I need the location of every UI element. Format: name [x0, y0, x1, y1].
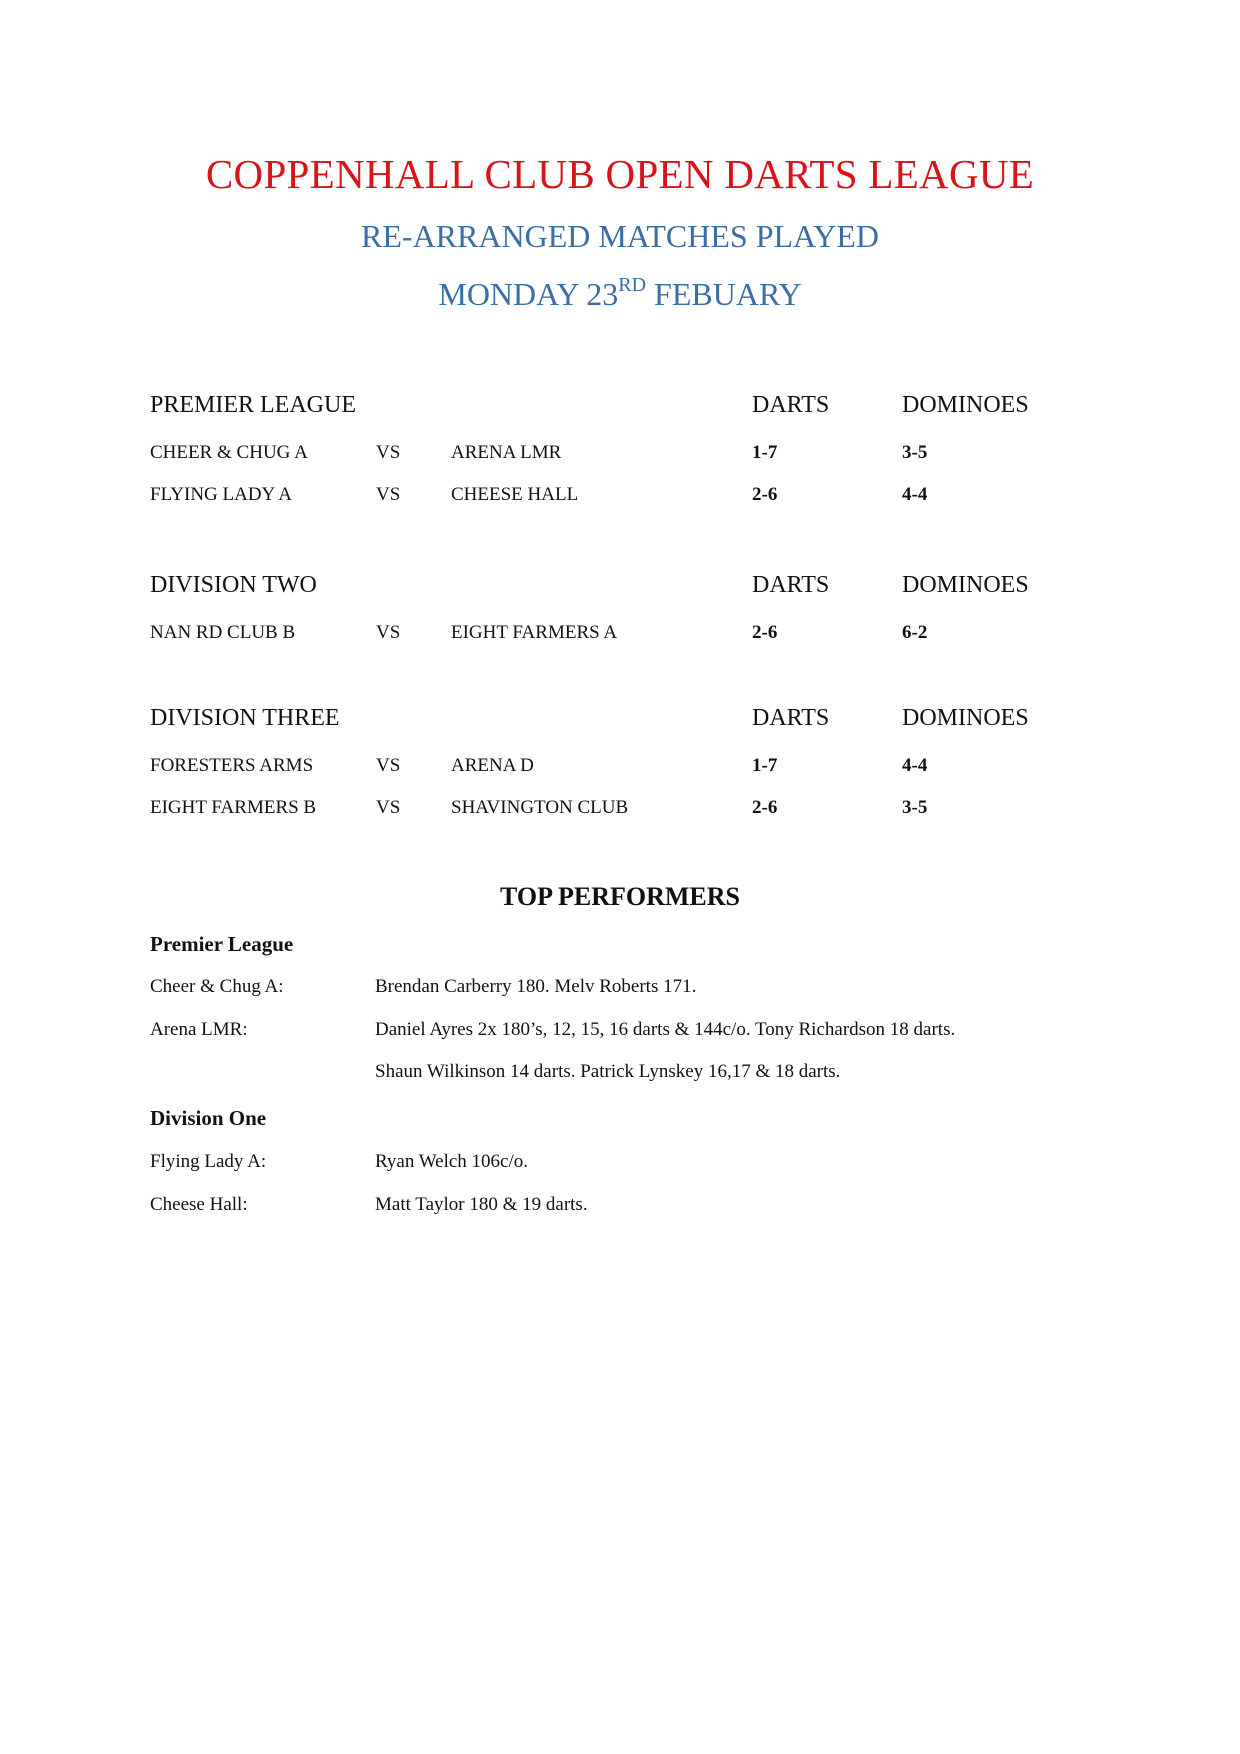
page-title: COPPENHALL CLUB OPEN DARTS LEAGUE	[205, 151, 1035, 197]
performer-team: Cheese Hall:	[150, 1194, 248, 1215]
section-header	[0, 392, 1240, 424]
darts-column-header: DARTS	[752, 392, 830, 418]
darts-score: 2-6	[752, 484, 778, 505]
section-header	[0, 705, 1240, 737]
performer-team: Cheer & Chug A:	[150, 976, 284, 997]
match-row	[0, 797, 1240, 823]
dominoes-score: 4-4	[902, 755, 928, 776]
versus-label: VS	[376, 442, 401, 463]
versus-label: VS	[376, 797, 401, 818]
performers-division-title: Premier League	[150, 932, 294, 956]
darts-column-header: DARTS	[752, 572, 830, 598]
dominoes-score: 3-5	[902, 442, 928, 463]
home-team: CHEER & CHUG A	[150, 442, 308, 463]
away-team: CHEESE HALL	[451, 484, 579, 505]
darts-score: 1-7	[752, 442, 778, 463]
performers-division-title: Division One	[150, 1106, 267, 1130]
date-month: FEBUARY	[646, 276, 802, 312]
dominoes-column-header: DOMINOES	[902, 392, 1029, 418]
performer-details: Matt Taylor 180 & 19 darts.	[375, 1194, 588, 1215]
section-title: PREMIER LEAGUE	[150, 392, 356, 418]
section-title: DIVISION THREE	[150, 705, 340, 731]
versus-label: VS	[376, 622, 401, 643]
match-row	[0, 442, 1240, 468]
versus-label: VS	[376, 484, 401, 505]
darts-column-header: DARTS	[752, 705, 830, 731]
match-row	[0, 755, 1240, 781]
darts-score: 1-7	[752, 755, 778, 776]
section-title: DIVISION TWO	[150, 572, 317, 598]
top-performers-title: TOP PERFORMERS	[499, 882, 741, 911]
performer-team: Arena LMR:	[150, 1019, 248, 1040]
performer-details: Daniel Ayres 2x 180’s, 12, 15, 16 darts & 144c/o. Tony Richardson 18 darts.	[375, 1019, 956, 1040]
date-prefix: MONDAY 23	[438, 276, 619, 312]
page-subtitle: RE-ARRANGED MATCHES PLAYED	[361, 218, 879, 254]
match-row	[0, 484, 1240, 510]
darts-score: 2-6	[752, 797, 778, 818]
performer-team: Flying Lady A:	[150, 1151, 267, 1172]
match-date	[0, 276, 1240, 313]
away-team: ARENA D	[451, 755, 534, 776]
match-row	[0, 622, 1240, 648]
versus-label: VS	[376, 755, 401, 776]
performer-details: Brendan Carberry 180. Melv Roberts 171.	[375, 976, 697, 997]
darts-score: 2-6	[752, 622, 778, 643]
away-team: EIGHT FARMERS A	[451, 622, 618, 643]
dominoes-column-header: DOMINOES	[902, 705, 1029, 731]
dominoes-score: 4-4	[902, 484, 928, 505]
performer-details: Ryan Welch 106c/o.	[375, 1151, 529, 1172]
dominoes-score: 6-2	[902, 622, 928, 643]
away-team: SHAVINGTON CLUB	[451, 797, 629, 818]
home-team: EIGHT FARMERS B	[150, 797, 317, 818]
away-team: ARENA LMR	[451, 442, 562, 463]
performer-details: Shaun Wilkinson 14 darts. Patrick Lynskey 16,17 & 18 darts.	[375, 1061, 841, 1082]
dominoes-score: 3-5	[902, 797, 928, 818]
date-ordinal: RD	[618, 274, 647, 296]
home-team: FLYING LADY A	[150, 484, 292, 505]
section-header	[0, 572, 1240, 604]
home-team: NAN RD CLUB B	[150, 622, 296, 643]
dominoes-column-header: DOMINOES	[902, 572, 1029, 598]
home-team: FORESTERS ARMS	[150, 755, 314, 776]
